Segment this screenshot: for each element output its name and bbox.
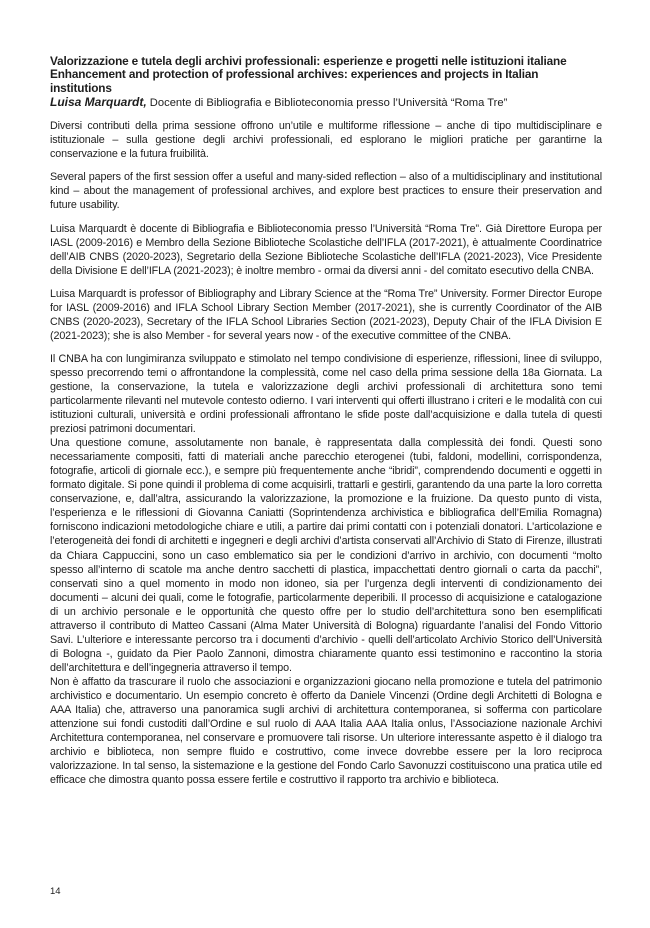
abstract-italian: Diversi contributi della prima sessione offrono un’utile e multiforme riflessione – anche di tipo multidisciplinare e istituzionale – sulla gestione degli archivi professionali, ed esplorano le migliori pratiche per garantirne la conservazione e la futura fruibilità. [50,120,602,161]
author-bio-italian: Luisa Marquardt è docente di Bibliografia e Biblioteconomia presso l’Università “Roma Tre”. Già Direttore Europa per IASL (2009-2016) e Membro della Sezione Biblioteche Scolastiche dell’IFLA (2017-2021), è attualmente Coordinatrice dell’AIB CNBS (2020-2023), Segretario della Sezione Biblioteche Scolastiche dell’IFLA (2021-2023), Vice Presidente della Divisione E dell’IFLA (2021-2023); è inoltre membro - ormai da diversi anni - del comitato esecutivo della CNBA. [50,222,602,277]
body-paragraph-2: Una questione comune, assolutamente non banale, è rappresentata dalla complessità dei fondi. Questi sono necessariamente compositi, fatti di materiali anche parecchio eterogenei (tubi, faldoni, modellini, corrispondenza, fotografie, articoli di giornale ecc.), e sempre più frequentemente anche “ibridi”, comprendendo documenti e oggetti in formato digitale. Si pone quindi il problema di come acquisirli, trattarli e gestirli, garantendo da una parte la loro corretta conservazione, e, dall’altra, assicurando la valorizzazione, la promozione e la fruizione. Da questo punto di vista, l’esperienza e le riflessioni di Giovanna Caniatti (Soprintendenza archivistica e bibliografica dell’Emilia Romagna) forniscono indicazioni metodologiche chiare e utili, a partire dai primi contatti con i potenziali donatori. L’articolazione e l’eterogeneità dei fondi di architetti e ingegneri e degli archivi d’artista conservati all’Archivio di Stato di Firenze, illustrati da Chiara Cappuccini, sono un caso emblematico sia per le condizioni d’arrivo in archivio, con documenti “molto spesso all’interno di scatole ma anche dentro sacchetti di plastica, impacchettati dentro giornali o carta da pacchi”, conservati sino a quel momento in modo non idoneo, sia per l’urgenza degli interventi di condizionamento dei documenti – alcuni dei quali, come le fotografie, particolarmente deperibili. Il processo di acquisizione e catalogazione di un archivio personale e le opportunità che questo offre per lo studio dell’architettura sono ben esemplificati attraverso il contributo di Matteo Cassani (Alma Mater Università di Bologna) riguardante l’analisi del Fondo Vittorio Savi. L’ulteriore e interessante percorso tra i documenti d’archivio - quelli dell’articolato Archivio Storico dell’Università di Bologna -, guidato da Pier Paolo Zannoni, dimostra chiaramente quanto essi testimonino e raccontino la storia dell’architettura e dell’ingegneria attraverso il tempo. [50,437,602,674]
title-english: Enhancement and protection of professional archives: experiences and projects in Italian institutions [50,67,539,95]
page-number: 14 [50,886,61,897]
author-bio-english: Luisa Marquardt is professor of Bibliography and Library Science at the “Roma Tre” University. Former Director Europe for IASL (2009-2016) and IFLA School Library Section Member (2017-2021), she is currently Coordinator of the AIB CNBS (2020-2023), Secretary of the IFLA School Libraries Section (2021-2023), Deputy Chair of the IFLA Division E (2021-2023); she is also Member - for several years now - of the executive committee of the CNBA. [50,287,602,342]
title-italian: Valorizzazione e tutela degli archivi professionali: esperienze e progetti nelle istituzioni italiane [50,54,567,68]
abstract-english: Several papers of the first session offer a useful and many-sided reflection – also of a multidisciplinary and institutional kind – about the management of professional archives, and explore best practices to ensure their preservation and future usability. [50,171,602,212]
body-paragraph-1: Il CNBA ha con lungimiranza sviluppato e stimolato nel tempo condivisione di esperienze, riflessioni, linee di sviluppo, spesso precorrendo temi o affrontandone la complessità, come nel caso della prima sessione della 18a Giornata. La gestione, la conservazione, la tutela e valorizzazione degli archivi professionali di architettura sono temi particolarmente rilevanti nel mutevole contesto odierno. I vari interventi qui offerti illustrano i criteri e le modalità con cui istituzioni culturali, università e ordini professionali affrontano le sfide poste dall’acquisizione e dalla tutela di questi preziosi patrimoni documentari. [50,352,602,436]
body-paragraph-3: Non è affatto da trascurare il ruolo che associazioni e organizzazioni giocano nella promozione e tutela del patrimonio archivistico e documentario. Un esempio concreto è offerto da Daniele Vincenzi (Ordine degli Architetti di Bologna e AAA Italia) che, attraverso una panoramica sugli archivi di architettura contemporanea, si sofferma con particolare attenzione sui fondi custoditi dall’Ordine e sul ruolo di AAA Italia AAA Italia onlus, l’Associazione nazionale Archivi Architettura contemporanea, nel conservare e promuovere tali risorse. Un ulteriore interessante aspetto è il dialogo tra archivio e biblioteca, non sempre fluido e costruttivo, come invece dovrebbe essere per la loro reciproca valorizzazione. In tal senso, la sistemazione e la gestione del Fondo Carlo Savonuzzi costituiscono una pratica utile ed efficace che dimostra quanto possa essere fertile e costruttivo il rapporto tra archivio e biblioteca. [50,675,602,787]
author-name: Luisa Marquardt, [50,95,147,110]
author-affiliation: Docente di Bibliografia e Biblioteconomia presso l’Università “Roma Tre” [146,97,508,110]
text-column [50,55,602,787]
author-line [50,95,602,110]
